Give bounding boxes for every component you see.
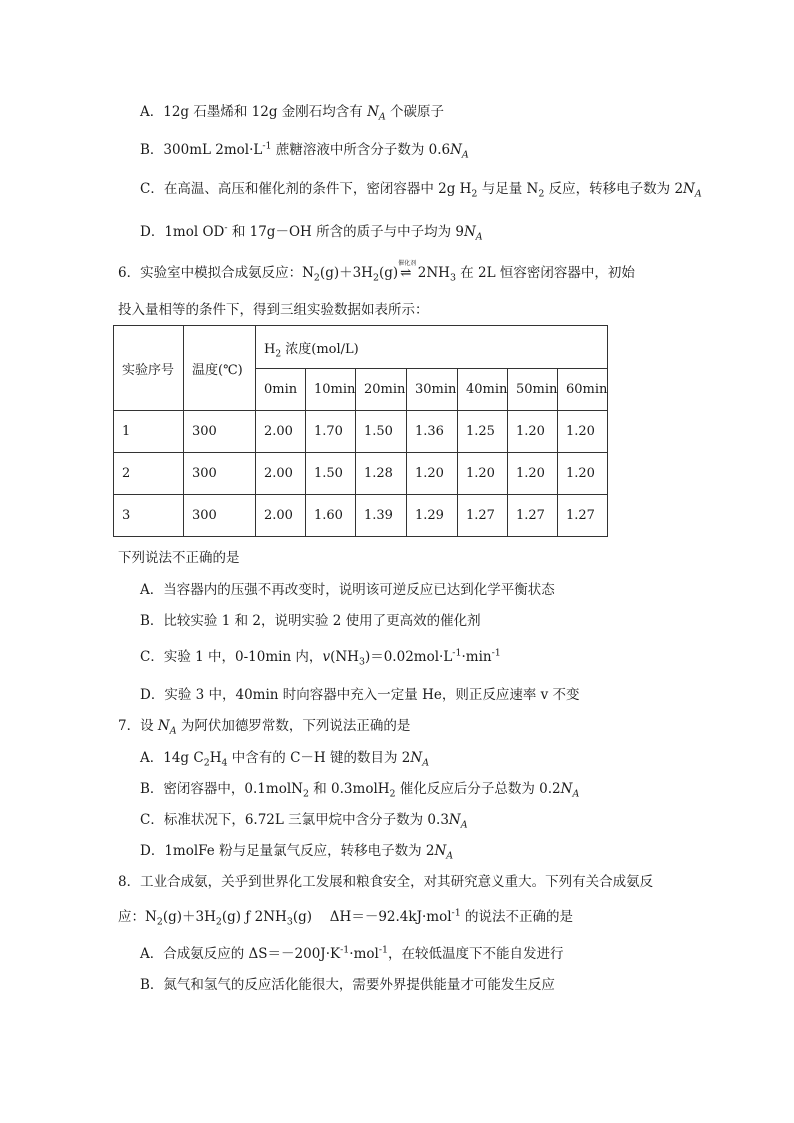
table-cell: 1.39	[356, 495, 407, 537]
q6-ask: 下列说法不正确的是	[118, 550, 240, 566]
q7-stem: 7．设 $N_A$ 为阿伏加德罗常数，下列说法正确的是	[118, 718, 411, 737]
q6-option-a: A．当容器内的压强不再改变时，说明该可逆反应已达到化学平衡状态	[140, 582, 555, 598]
header-time: 30min	[407, 369, 458, 411]
table-row	[114, 411, 608, 453]
header-time: 40min	[458, 369, 508, 411]
table-cell: 1.20	[508, 411, 558, 453]
header-time: 60min	[558, 369, 608, 411]
q7-option-c: C．标准状况下，6.72L 三氯甲烷中含分子数为 $0.3N_A$	[140, 812, 468, 831]
table-cell: 1.36	[407, 411, 458, 453]
reversible-arrow-icon: 催化剂 ⇌	[398, 260, 417, 281]
q6-stem-line1: 6．实验室中模拟合成氨反应：$N_2(g)+3H_2(g)$ 催化剂 ⇌ $2NH_3$ 在 2L 恒容密闭容器中，初始	[118, 260, 635, 284]
equilibrium-arrow-icon: ƒ	[245, 909, 251, 925]
table-cell: 1.27	[508, 495, 558, 537]
table-row	[114, 495, 608, 537]
table-cell: 300	[184, 453, 256, 495]
q5-option-c: C．在高温、高压和催化剂的条件下，密闭容器中 2g $H_2$ 与足量 $N_2$ 反应，转移电子数为 $2N_A$	[140, 181, 702, 200]
header-time: 10min	[306, 369, 356, 411]
table-cell: 1.20	[407, 453, 458, 495]
header-time: 0min	[256, 369, 306, 411]
table-cell: 1.20	[458, 453, 508, 495]
q8-option-b: B．氮气和氢气的反应活化能很大，需要外界提供能量才可能发生反应	[140, 977, 555, 993]
header-h2-concentration: $H_2$ 浓度(mol/L)	[256, 326, 608, 369]
q5-option-b: B．300mL $2mol\cdot L^{-1}$ 蔗糖溶液中所含分子数为 $0.6N_A$	[140, 140, 469, 161]
q8-stem-line1: 8．工业合成氨，关乎到世界化工发展和粮食安全，对其研究意义重大。下列有关合成氨反	[118, 874, 654, 890]
table-cell: 1.25	[458, 411, 508, 453]
q7-option-a: A．14g $C_2H_4$ 中含有的 C－H 键的数目为 $2N_A$	[140, 750, 430, 769]
header-temperature: 温度(℃)	[184, 326, 256, 411]
header-time: 20min	[356, 369, 407, 411]
table-cell: 1.27	[458, 495, 508, 537]
header-time: 50min	[508, 369, 558, 411]
table-cell: 300	[184, 495, 256, 537]
q8-stem-line2: 应：$N_2(g)+3H_2(g)$ ƒ $2NH_3(g)$ ΔH＝－92.4kJ·mol$^{-1}$ 的说法不正确的是	[118, 907, 574, 928]
q5-option-a: A．12g 石墨烯和 12g 金刚石均含有 $N_A$ 个碳原子	[140, 104, 444, 123]
table-row	[114, 453, 608, 495]
q6-stem-line2: 投入量相等的条件下，得到三组实验数据如表所示：	[118, 302, 429, 318]
q6-option-c: C．实验 1 中，0-10min 内，$v(NH_3)=0.02mol\cdot L^{-1}\cdot\min^{-1}$	[140, 647, 501, 668]
table-cell: 1.27	[558, 495, 608, 537]
table-cell: 1.20	[558, 411, 608, 453]
experiment-data-table	[113, 325, 608, 537]
table-cell: 1.28	[356, 453, 407, 495]
table-cell: 3	[114, 495, 184, 537]
table-cell: 1	[114, 411, 184, 453]
table-cell: 1.70	[306, 411, 356, 453]
q6-option-b: B．比较实验 1 和 2，说明实验 2 使用了更高效的催化剂	[140, 613, 481, 629]
table-cell: 2.00	[256, 495, 306, 537]
table-cell: 1.50	[356, 411, 407, 453]
q5-option-d: D．1mol OD- 和 17g－OH 所含的质子与中子均为 $9N_A$	[140, 222, 483, 243]
table-cell: 2.00	[256, 411, 306, 453]
table-header-row	[114, 326, 608, 369]
table-cell: 2	[114, 453, 184, 495]
table-cell: 300	[184, 411, 256, 453]
table-cell: 1.20	[558, 453, 608, 495]
header-exp-id: 实验序号	[114, 326, 184, 411]
table-cell: 1.29	[407, 495, 458, 537]
q6-option-d: D．实验 3 中，40min 时向容器中充入一定量 He，则正反应速率 v 不变	[140, 687, 580, 703]
table-cell: 1.20	[508, 453, 558, 495]
q7-option-d: D．1molFe 粉与足量氯气反应，转移电子数为 $2N_A$	[140, 843, 454, 862]
table-cell: 1.50	[306, 453, 356, 495]
q7-option-b: B．密闭容器中，0.1molN$_2$ 和 0.3molH$_2$ 催化反应后分子总数为 $0.2N_A$	[140, 781, 580, 800]
q8-option-a: A．合成氨反应的 $\Delta S=-200J\cdot K^{-1}\cdot mol^{-1}$，在较低温度下不能自发进行	[140, 944, 564, 962]
table-cell: 2.00	[256, 453, 306, 495]
table-cell: 1.60	[306, 495, 356, 537]
